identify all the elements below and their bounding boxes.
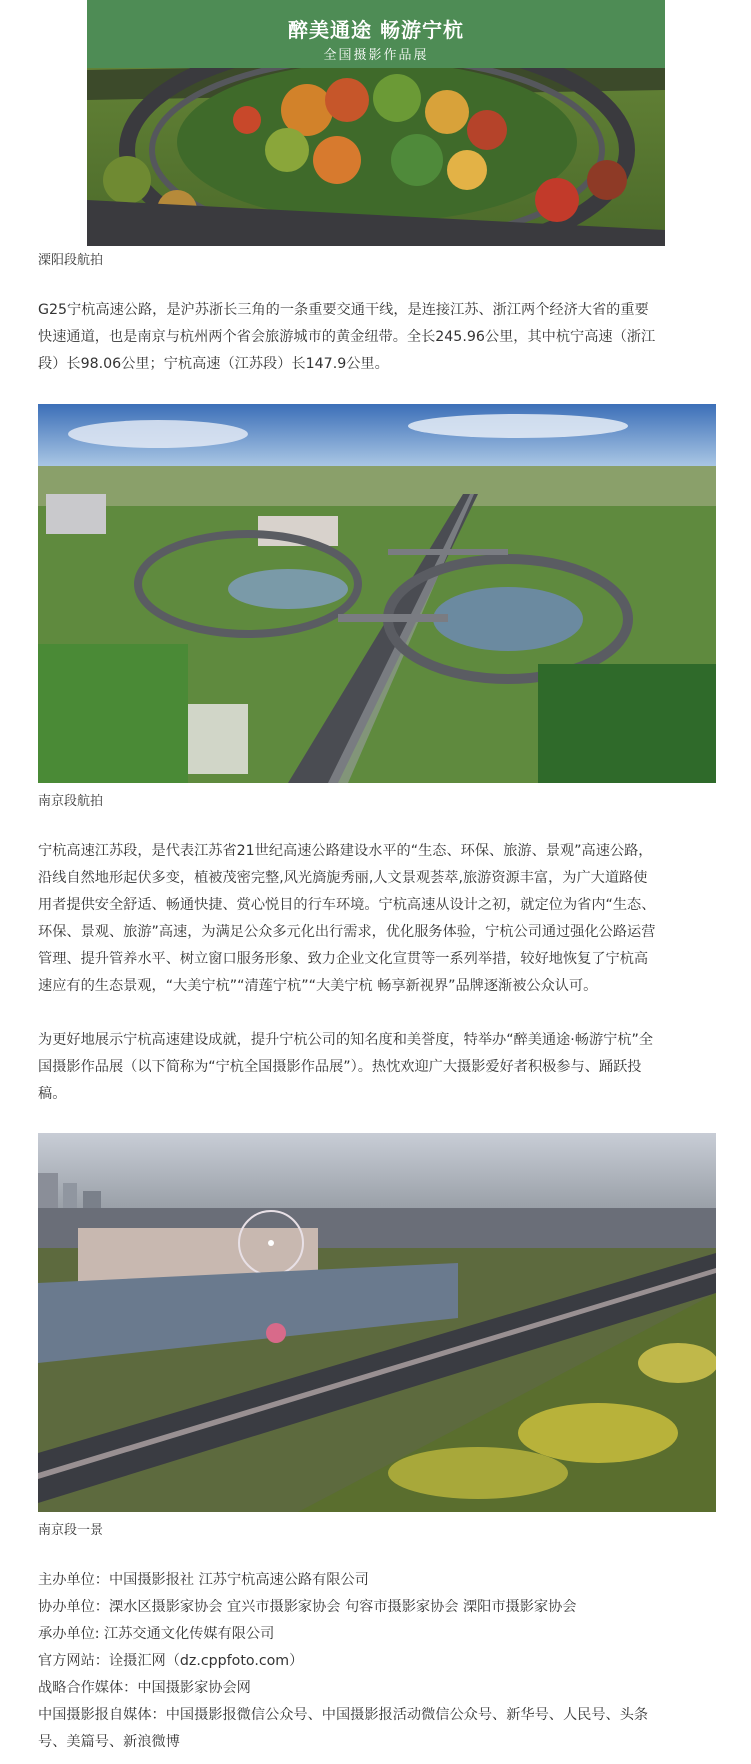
paragraph-line: 管理、提升管养水平、树立窗口服务形象、致力企业文化宣贯等一系列举措，较好地恢复了宁杭高 [38, 951, 649, 967]
photo-caption: 南京段航拍 [38, 794, 104, 809]
paragraph-line: 快速通道，也是南京与杭州两个省会旅游城市的黄金纽带。全长245.96公里，其中杭宁高速（浙江 [38, 329, 656, 345]
aerial-photo-nanjing [38, 404, 716, 783]
info-row-co-organizer: 协办单位：溧水区摄影家协会 宜兴市摄影家协会 句容市摄影家协会 溧阳市摄影家协会 [38, 1599, 577, 1615]
paragraph-line: 宁杭高速江苏段，是代表江苏省21世纪高速公路建设水平的“生态、环保、旅游、景观”高速公路， [38, 843, 653, 859]
photo-caption: 南京段一景 [38, 1523, 104, 1538]
paragraph-line: 为更好地展示宁杭高速建设成就，提升宁杭公司的知名度和美誉度，特举办“醉美通途·畅游宁杭”全 [38, 1032, 654, 1048]
paragraph-line: 用者提供安全舒适、畅通快捷、赏心悦目的行车环境。宁杭高速从设计之初，就定位为省内“生态、 [38, 897, 656, 913]
banner-title: 醉美通途 畅游宁杭 [288, 18, 464, 42]
paragraph-line: G25宁杭高速公路，是沪苏浙长三角的一条重要交通干线，是连接江苏、浙江两个经济大省的重要 [38, 302, 649, 318]
paragraph-line: 稿。 [38, 1086, 67, 1102]
info-row-partner-media: 战略合作媒体：中国摄影家协会网 [38, 1680, 251, 1696]
body-paragraph [38, 838, 716, 1000]
banner-image [87, 0, 665, 246]
paragraph-line: 沿线自然地形起伏多变，植被茂密完整,风光旖旎秀丽,人文景观荟萃,旅游资源丰富，为广大道路使 [38, 870, 648, 886]
info-row-self-media-cont: 号、美篇号、新浪微博 [38, 1734, 180, 1750]
body-paragraph [38, 1027, 716, 1108]
evening-photo-nanjing [38, 1133, 716, 1512]
info-row-host: 主办单位：中国摄影报社 江苏宁杭高速公路有限公司 [38, 1572, 369, 1588]
paragraph-line: 国摄影作品展（以下简称为“宁杭全国摄影作品展”）。热忱欢迎广大摄影爱好者积极参与、踊跃投 [38, 1059, 642, 1075]
info-row-undertaker: 承办单位: 江苏交通文化传媒有限公司 [38, 1626, 275, 1642]
banner-header [87, 0, 665, 68]
paragraph-line: 段）长98.06公里；宁杭高速（江苏段）长147.9公里。 [38, 356, 389, 372]
paragraph-line: 环保、景观、旅游”高速，为满足公众多元化出行需求，优化服务体验，宁杭公司通过强化公路运营 [38, 924, 656, 940]
info-row-self-media: 中国摄影报自媒体：中国摄影报微信公众号、中国摄影报活动微信公众号、新华号、人民号、头条 [38, 1707, 649, 1723]
paragraph-line: 速应有的生态景观，“大美宁杭”“清莲宁杭”“大美宁杭 畅享新视界”品牌逐渐被公众认可。 [38, 978, 598, 994]
photo-caption: 溧阳段航拍 [38, 253, 104, 268]
intro-paragraph [38, 297, 716, 378]
organizer-info [38, 1567, 718, 1756]
info-row-website: 官方网站：诠摄汇网（dz.cppfoto.com） [38, 1653, 304, 1669]
banner-subtitle: 全国摄影作品展 [323, 48, 429, 63]
